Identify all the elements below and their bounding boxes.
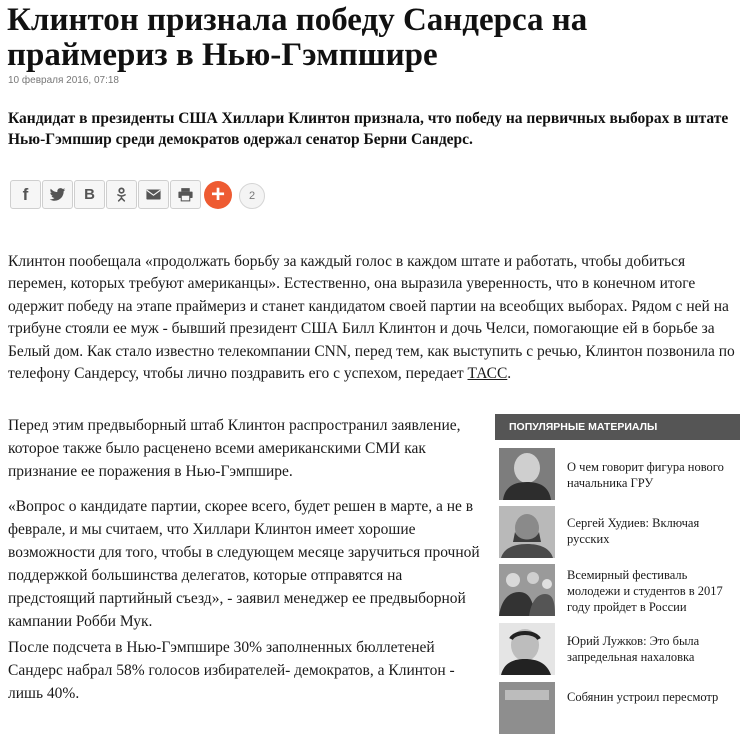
article-date: 10 февраля 2016, 07:18	[8, 75, 119, 86]
article-paragraph-4: После подсчета в Нью-Гэмпшире 30% заполненных бюллетеней Сандерс набрал 58% голосов избирателей- демократов, а Клинтон - лишь 40%.	[8, 639, 455, 702]
more-share-button[interactable]	[202, 180, 234, 209]
print-button[interactable]	[170, 180, 201, 209]
article-title: Клинтон признала победу Сандерса на праймериз в Нью-Гэмпшире	[7, 2, 588, 73]
twitter-icon	[49, 186, 66, 203]
odnoklassniki-icon	[113, 186, 130, 203]
article-paragraph-3: «Вопрос о кандидате партии, скорее всего, будет решен в марте, а не в феврале, и мы считаем, что Хиллари Клинтон имеет хорошие возможности для того, чтобы в следующем месяце заручиться прочной поддержкой большинства делегатов, которые отправятся на предстоящий партийный съезд», - заявил менеджер ее предвыборной кампании Робби Мук.	[8, 498, 480, 630]
share-count-badge: 2	[239, 183, 265, 209]
popular-item[interactable]	[495, 506, 740, 560]
news-photo-icon	[499, 682, 555, 734]
popular-item-title: Собянин устроил пересмотр	[567, 690, 719, 704]
print-icon	[177, 186, 194, 203]
popular-sidebar	[495, 414, 740, 704]
popular-heading: ПОПУЛЯРНЫЕ МАТЕРИАЛЫ	[495, 414, 740, 440]
vk-icon: B	[84, 186, 95, 203]
facebook-share-button[interactable]	[10, 180, 41, 209]
odnoklassniki-share-button[interactable]	[106, 180, 137, 209]
crowd-photo-icon	[499, 564, 555, 616]
popular-item[interactable]	[495, 623, 740, 677]
share-bar	[10, 180, 265, 211]
portrait-photo-icon	[499, 506, 555, 558]
article-paragraph-1	[8, 251, 738, 385]
paragraph-1-end: .	[507, 365, 512, 383]
email-share-button[interactable]	[138, 180, 169, 209]
vk-share-button[interactable]	[74, 180, 105, 209]
plus-icon: +	[204, 181, 232, 209]
email-icon	[145, 186, 162, 203]
facebook-icon: f	[22, 184, 29, 204]
popular-item-title: Всемирный фестиваль молодежи и студентов в 2017 году пройдет в России	[567, 568, 723, 614]
portrait-photo-icon	[499, 623, 555, 675]
article-paragraph-2: Перед этим предвыборный штаб Клинтон распространил заявление, которое также было расценено всеми американскими СМИ как признание ее поражения в Нью-Гэмпшире.	[8, 417, 461, 480]
popular-item[interactable]	[495, 564, 740, 618]
popular-item-title: О чем говорит фигура нового начальника ГРУ	[567, 460, 724, 490]
portrait-photo-icon	[499, 448, 555, 500]
article-lead: Кандидат в президенты США Хиллари Клинтон признала, что победу на первичных выборах в штате Нью-Гэмпшир среди демократов одержал сенатор Берни Сандерс.	[8, 110, 729, 148]
twitter-share-button[interactable]	[42, 180, 73, 209]
popular-item-title: Юрий Лужков: Это была запредельная нахаловка	[567, 634, 700, 664]
popular-item-title: Сергей Худиев: Включая русских	[567, 516, 700, 546]
tass-source-link[interactable]: ТАСС	[467, 365, 508, 383]
popular-item[interactable]	[495, 448, 740, 502]
paragraph-1-text: Клинтон пообещала «продолжать борьбу за каждый голос в каждом штате и работать, чтобы добиться перемен, которых требуют американцы». Естественно, она выразила уверенность, что в конечном итоге одержит победу на этапе праймериз и станет кандидатом своей партии на всеобщих выборах. Рядом с ней на трибуне стояли ее муж - бывший президент США Билл Клинтон и дочь Челси, помогающие ей в борьбе за Белый дом. Как стало известно телекомпании CNN, перед тем, как выступить с речью, Клинтон позвонила по телефону Сандерсу, чтобы лично поздравить его с успехом, передает	[8, 253, 735, 383]
popular-item[interactable]	[495, 682, 740, 736]
